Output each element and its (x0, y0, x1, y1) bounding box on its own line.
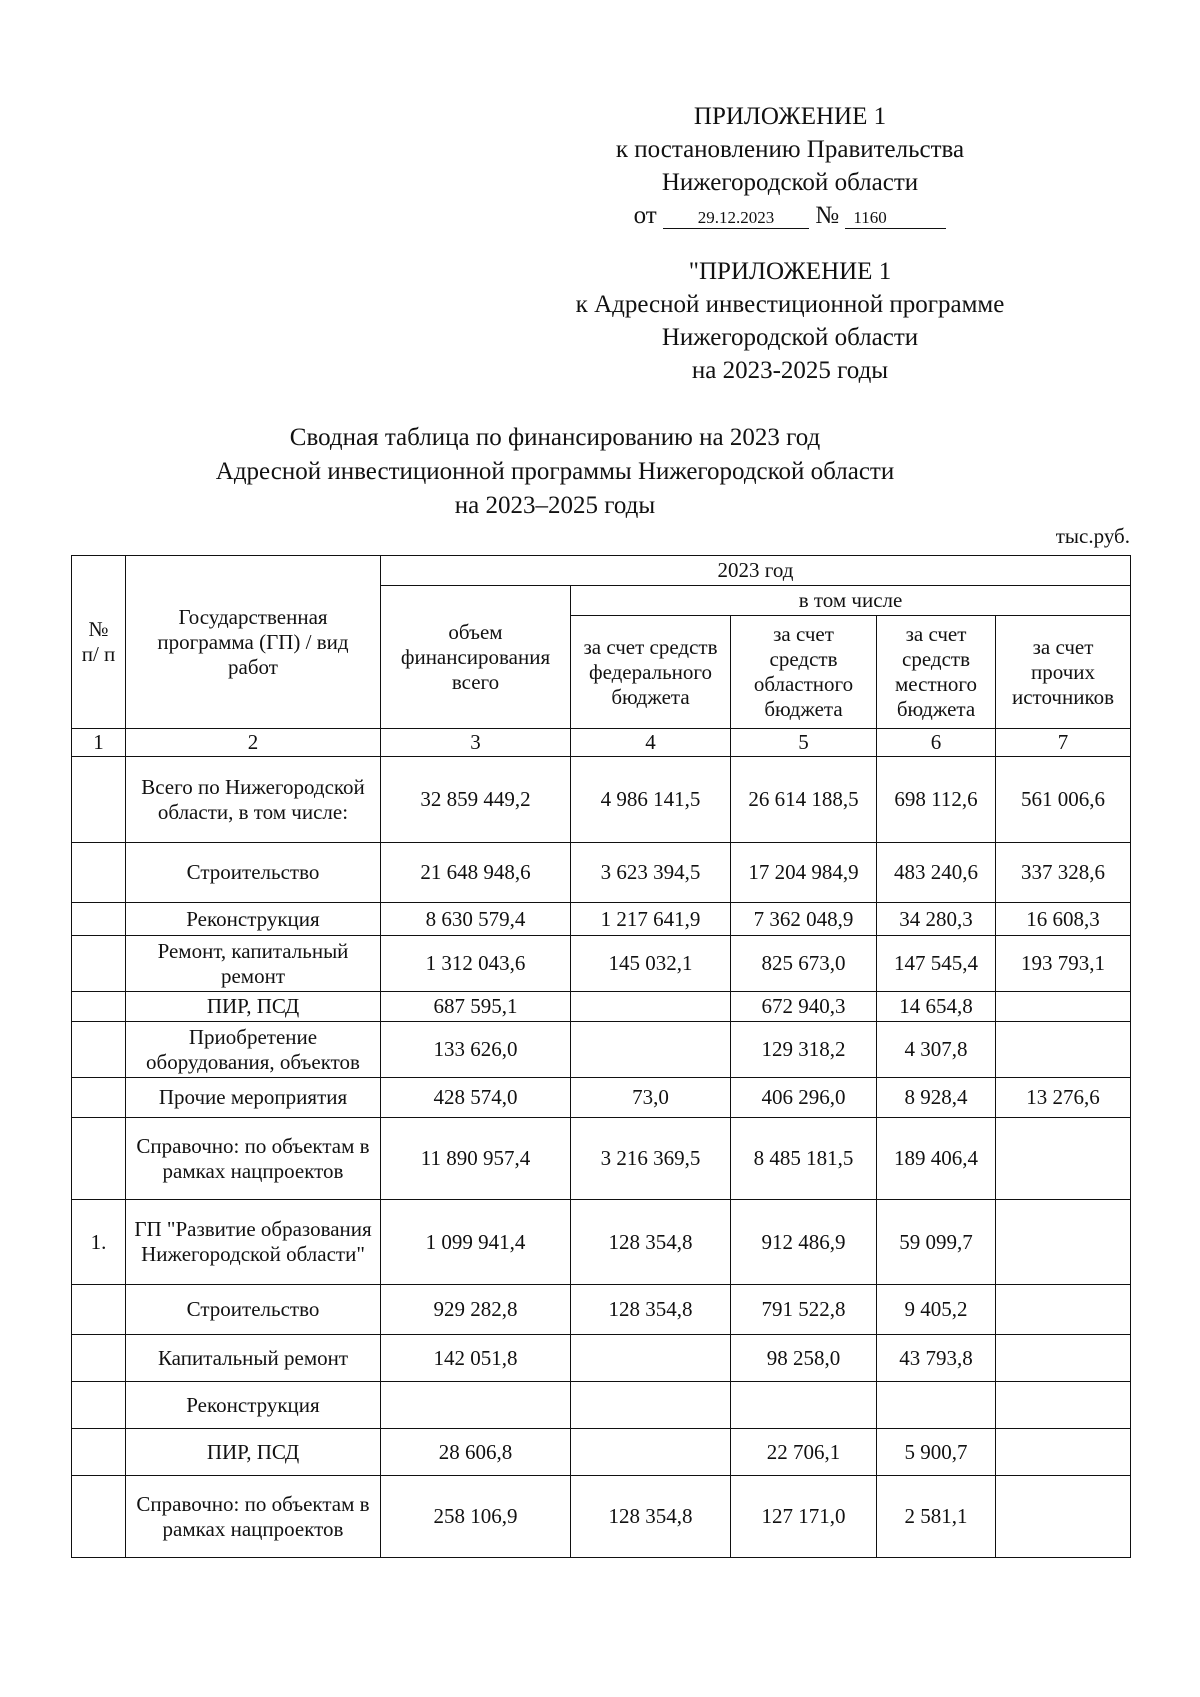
cell-no (72, 757, 126, 843)
number-sign: № (815, 202, 840, 229)
cell-other: 337 328,6 (996, 843, 1131, 903)
column-number: 7 (996, 729, 1131, 757)
cell-federal: 145 032,1 (571, 936, 731, 992)
table-row (72, 1078, 1131, 1118)
cell-total: 21 648 948,6 (381, 843, 571, 903)
cell-regional: 7 362 048,9 (731, 903, 877, 936)
cell-total: 8 630 579,4 (381, 903, 571, 936)
cell-total: 1 312 043,6 (381, 936, 571, 992)
cell-name: Всего по Нижегородской области, в том числе: (126, 757, 381, 843)
table-row (72, 1200, 1131, 1285)
cell-name: Реконструкция (126, 1382, 381, 1429)
program-appendix-line4: на 2023-2025 годы (691, 357, 889, 384)
cell-federal: 128 354,8 (571, 1200, 731, 1285)
cell-regional: 129 318,2 (731, 1022, 877, 1078)
header-other: за счет прочих источников (996, 616, 1131, 729)
cell-total: 32 859 449,2 (381, 757, 571, 843)
cell-no (72, 1429, 126, 1476)
cell-federal (571, 1022, 731, 1078)
cell-name: Капитальный ремонт (126, 1335, 381, 1382)
table-row (72, 1118, 1131, 1200)
cell-other (996, 1335, 1131, 1382)
cell-local (877, 1382, 996, 1429)
cell-federal: 3 623 394,5 (571, 843, 731, 903)
units-label: тыс.руб. (1055, 524, 1130, 548)
cell-local: 2 581,1 (877, 1476, 996, 1558)
table-row (72, 1022, 1131, 1078)
cell-other: 561 006,6 (996, 757, 1131, 843)
document-title-line2: Адресной инвестиционной программы Нижегородской области (215, 458, 895, 485)
cell-no (72, 1476, 126, 1558)
cell-total: 428 574,0 (381, 1078, 571, 1118)
appendix-line-decree: к постановлению Правительства (615, 136, 965, 163)
cell-name: Строительство (126, 1285, 381, 1335)
decree-date: 29.12.2023 (663, 208, 809, 229)
table-row (72, 757, 1131, 843)
cell-federal: 1 217 641,9 (571, 903, 731, 936)
cell-federal: 3 216 369,5 (571, 1118, 731, 1200)
cell-other (996, 1476, 1131, 1558)
cell-name: Прочие мероприятия (126, 1078, 381, 1118)
cell-local: 9 405,2 (877, 1285, 996, 1335)
cell-regional: 8 485 181,5 (731, 1118, 877, 1200)
table-row (72, 936, 1131, 992)
table-row (72, 1335, 1131, 1382)
cell-no (72, 1118, 126, 1200)
cell-local: 483 240,6 (877, 843, 996, 903)
cell-other: 193 793,1 (996, 936, 1131, 992)
header-federal: за счет средств федерального бюджета (571, 616, 731, 729)
cell-total: 687 595,1 (381, 992, 571, 1022)
cell-name: ПИР, ПСД (126, 992, 381, 1022)
cell-name: Справочно: по объектам в рамках нацпроектов (126, 1118, 381, 1200)
cell-no (72, 1285, 126, 1335)
cell-regional: 825 673,0 (731, 936, 877, 992)
header-regional: за счет средств областного бюджета (731, 616, 877, 729)
cell-local: 189 406,4 (877, 1118, 996, 1200)
cell-total: 11 890 957,4 (381, 1118, 571, 1200)
cell-name: ПИР, ПСД (126, 1429, 381, 1476)
cell-federal (571, 1429, 731, 1476)
cell-other (996, 1285, 1131, 1335)
appendix-header (560, 100, 1020, 232)
column-number: 3 (381, 729, 571, 757)
header-total: объем финансирования всего (381, 586, 571, 729)
cell-total: 142 051,8 (381, 1335, 571, 1382)
cell-local: 8 928,4 (877, 1078, 996, 1118)
cell-local: 34 280,3 (877, 903, 996, 936)
cell-federal (571, 1382, 731, 1429)
cell-federal: 73,0 (571, 1078, 731, 1118)
cell-local: 5 900,7 (877, 1429, 996, 1476)
table-row (72, 1429, 1131, 1476)
cell-total: 1 099 941,4 (381, 1200, 571, 1285)
cell-regional: 17 204 984,9 (731, 843, 877, 903)
cell-federal (571, 1335, 731, 1382)
cell-other: 16 608,3 (996, 903, 1131, 936)
program-appendix-line3: Нижегородской области (661, 324, 919, 351)
cell-total: 258 106,9 (381, 1476, 571, 1558)
cell-name: Приобретение оборудования, объектов (126, 1022, 381, 1078)
cell-name: Строительство (126, 843, 381, 903)
cell-total: 929 282,8 (381, 1285, 571, 1335)
cell-total: 133 626,0 (381, 1022, 571, 1078)
table-row (72, 1285, 1131, 1335)
cell-federal: 128 354,8 (571, 1285, 731, 1335)
header-local: за счет средств местного бюджета (877, 616, 996, 729)
cell-other: 13 276,6 (996, 1078, 1131, 1118)
cell-regional: 22 706,1 (731, 1429, 877, 1476)
cell-regional: 912 486,9 (731, 1200, 877, 1285)
cell-no (72, 843, 126, 903)
column-number: 1 (72, 729, 126, 757)
cell-federal (571, 992, 731, 1022)
cell-regional: 26 614 188,5 (731, 757, 877, 843)
column-number: 2 (126, 729, 381, 757)
document-title-line1: Сводная таблица по финансированию на 2023 год (289, 424, 821, 451)
cell-no (72, 1382, 126, 1429)
cell-no (72, 1335, 126, 1382)
cell-local: 43 793,8 (877, 1335, 996, 1382)
header-program: Государственная программа (ГП) / вид работ (126, 556, 381, 729)
program-appendix-line2: к Адресной инвестиционной программе (575, 291, 1005, 318)
cell-regional (731, 1382, 877, 1429)
cell-no (72, 1078, 126, 1118)
table-row (72, 992, 1131, 1022)
cell-other (996, 1118, 1131, 1200)
cell-no (72, 936, 126, 992)
cell-other (996, 1022, 1131, 1078)
table-row (72, 1476, 1131, 1558)
appendix-line-region: Нижегородской области (661, 169, 919, 196)
cell-local: 59 099,7 (877, 1200, 996, 1285)
column-number: 5 (731, 729, 877, 757)
cell-name: Ремонт, капитальный ремонт (126, 936, 381, 992)
cell-federal: 4 986 141,5 (571, 757, 731, 843)
from-label: от (633, 202, 657, 229)
cell-other (996, 1382, 1131, 1429)
document-title (130, 421, 980, 523)
cell-total: 28 606,8 (381, 1429, 571, 1476)
decree-date-line (634, 199, 947, 232)
cell-other (996, 992, 1131, 1022)
cell-no (72, 992, 126, 1022)
column-number: 6 (877, 729, 996, 757)
cell-no (72, 903, 126, 936)
cell-regional: 791 522,8 (731, 1285, 877, 1335)
cell-other (996, 1429, 1131, 1476)
program-appendix-title: "ПРИЛОЖЕНИЕ 1 (688, 258, 892, 285)
cell-regional: 98 258,0 (731, 1335, 877, 1382)
decree-number: 1160 (845, 208, 946, 229)
document-title-line3: на 2023–2025 годы (454, 492, 656, 519)
column-number-row (72, 729, 1131, 757)
cell-other (996, 1200, 1131, 1285)
cell-local: 14 654,8 (877, 992, 996, 1022)
cell-regional: 127 171,0 (731, 1476, 877, 1558)
cell-no: 1. (72, 1200, 126, 1285)
header-year: 2023 год (381, 556, 1131, 586)
header-including: в том числе (571, 586, 1131, 616)
cell-regional: 406 296,0 (731, 1078, 877, 1118)
cell-local: 4 307,8 (877, 1022, 996, 1078)
cell-total (381, 1382, 571, 1429)
cell-federal: 128 354,8 (571, 1476, 731, 1558)
column-number: 4 (571, 729, 731, 757)
table-row (72, 903, 1131, 936)
table-row (72, 843, 1131, 903)
header-number: № п/ п (72, 556, 126, 729)
program-appendix-header (530, 255, 1050, 387)
appendix-title: ПРИЛОЖЕНИЕ 1 (693, 103, 887, 130)
cell-no (72, 1022, 126, 1078)
table-row (72, 1382, 1131, 1429)
cell-local: 698 112,6 (877, 757, 996, 843)
cell-regional: 672 940,3 (731, 992, 877, 1022)
cell-name: Справочно: по объектам в рамках нацпроектов (126, 1476, 381, 1558)
cell-name: ГП "Развитие образования Нижегородской области" (126, 1200, 381, 1285)
cell-name: Реконструкция (126, 903, 381, 936)
cell-local: 147 545,4 (877, 936, 996, 992)
financing-table (71, 555, 1131, 1558)
